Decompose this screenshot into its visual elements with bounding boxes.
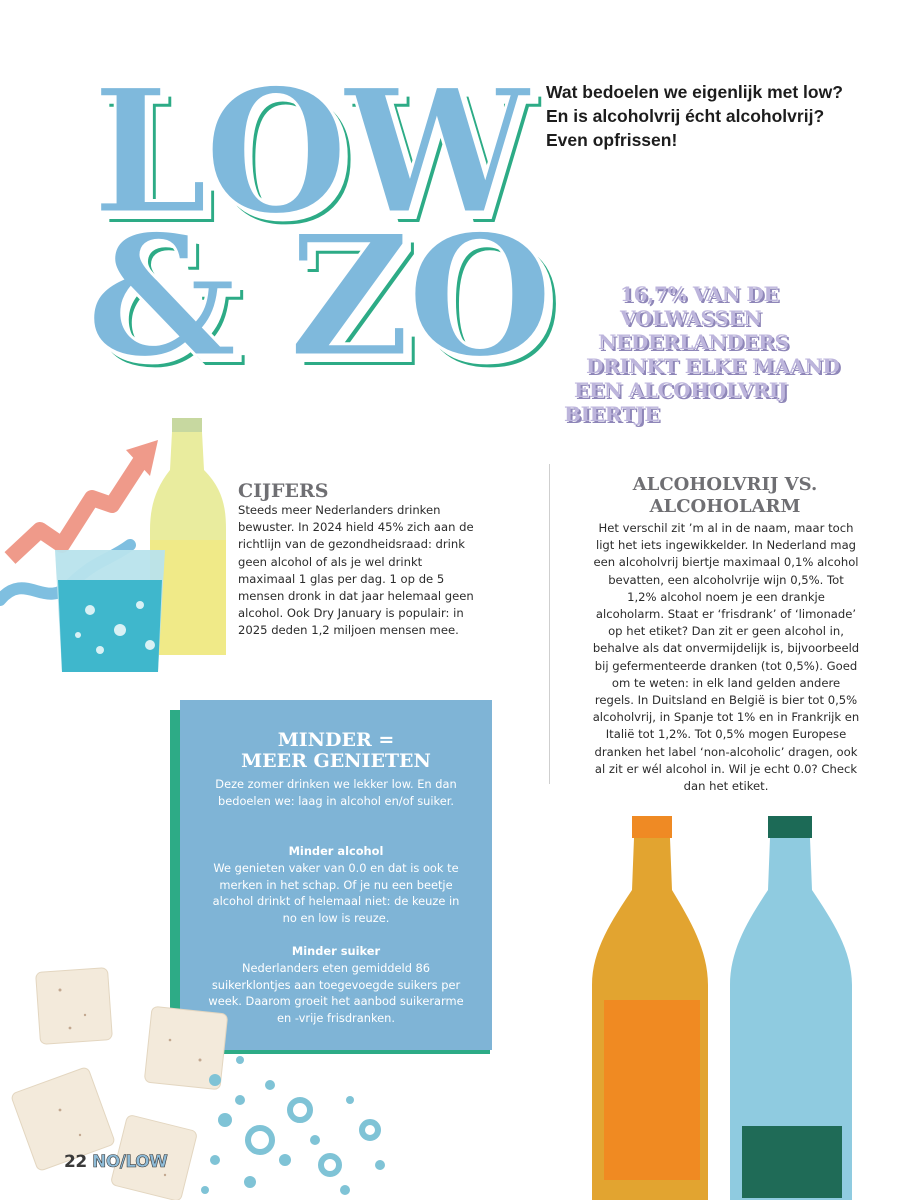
pink-arrow xyxy=(10,462,140,558)
stat-line: EEN ALCOHOLVRIJ xyxy=(574,378,788,402)
stat-line: VOLWASSEN xyxy=(620,306,762,330)
page-footer xyxy=(64,1152,167,1172)
drinks-chart-illustration xyxy=(0,410,240,690)
intro-text: Wat bedoelen we eigenlijk met low? En is alcoholvrij écht alcoholvrij? Even opfrissen! xyxy=(546,82,843,150)
box-text-alcohol: We genieten vaker van 0.0 en dat is ook te merken in het schap. Of je nu een beetje alcohol drinkt of helemaal niet: de keuze in no en low is reuze. xyxy=(212,861,460,925)
box-intro: Deze zomer drinken we lekker low. En dan bedoelen we: laag in alcohol en/of suiker. xyxy=(215,777,457,808)
box-sub-suiker: Minder suiker xyxy=(291,944,381,958)
stat-line: BIERTJE xyxy=(564,402,660,426)
box-text-suiker: Nederlanders eten gemiddeld 86 suikerklontjes aan toegevoegde suikers per week. Daarom groeit het aanbod suikerarme en -vrije frisdranken. xyxy=(208,961,464,1025)
title-and-zo: & ZO xyxy=(86,197,550,395)
box-heading xyxy=(180,730,492,772)
stat-line: 16,7% VAN DE xyxy=(620,282,779,306)
magazine-logo: NO/LOW xyxy=(92,1152,168,1172)
page-number: 22 xyxy=(64,1152,87,1172)
alcoholvrij-heading xyxy=(584,474,866,518)
stat-line: NEDERLANDERS xyxy=(598,330,789,354)
alcoholvrij-text: Het verschil zit ’m al in de naam, maar toch ligt het iets ingewikkelder. In Nederland mag een alcoholvrij biertje maximaal 0,1% alcohol bevatten, een alcoholvrije wijn 0,5%. Tot 1,2% alcohol noem je een drankje alcoholarm. Staat er ‘frisdrank’ of ‘limonade’ op het etiket? Dan zit er geen alcohol in, behalve als dat onvermijdelijk is, bijvoorbeeld bij gefermenteerde dranken (tot 0,5%). Goed om te weten: in elk land gelden andere regels. In Duitsland en België is bier tot 0,5% alcoholvrij, in Spanje tot 1% en in Frankrijk en Italië tot 1,2%. Tot 0,5% mogen Europese dranken het label ‘non-alcoholic’ dragen, ook al zit er wél alcohol in. Wil je echt 0.0? Check dan het etiket. xyxy=(592,521,860,794)
box-heading-line2: MEER GENIETEN xyxy=(241,750,431,772)
cijfers-heading: CIJFERS xyxy=(238,480,329,502)
bottle-label-green xyxy=(742,1126,842,1198)
stat-line: DRINKT ELKE MAAND xyxy=(586,354,840,378)
alcoholvrij-heading-line1: ALCOHOLVRIJ VS. xyxy=(632,474,818,495)
sugar-cubes-illustration xyxy=(0,960,400,1200)
bottle-label-orange xyxy=(604,1000,700,1180)
alcoholvrij-heading-line2: ALCOHOLARM xyxy=(649,496,801,517)
cijfers-text: Steeds meer Nederlanders drinken bewuster. In 2024 hield 45% zich aan de richtlijn van de gezondheidsraad: drink geen alcohol of als je wel drinkt maximaal 1 glas per dag. 1 op de 5 mensen dronk in dat jaar helemaal geen alcohol. Ook Dry January is populair: in 2025 deden 1,2 miljoen mensen mee. xyxy=(238,503,474,638)
title-low: LOW xyxy=(92,50,526,253)
box-sub-alcohol: Minder alcohol xyxy=(288,844,384,858)
box-heading-line1: MINDER = xyxy=(277,729,395,751)
bottles-illustration xyxy=(590,810,890,1200)
column-divider xyxy=(549,464,550,784)
